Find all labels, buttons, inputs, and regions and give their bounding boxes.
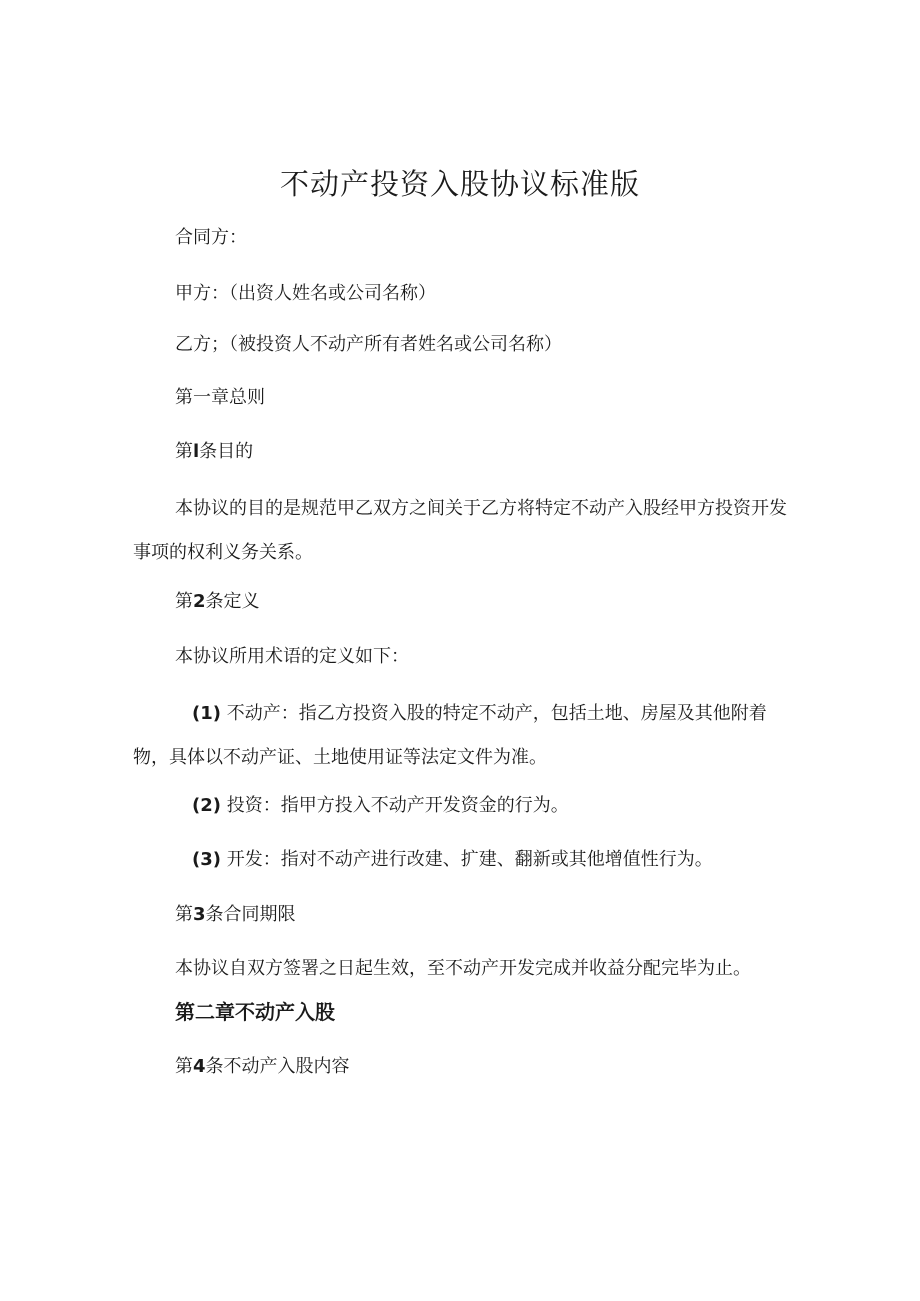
article-4-heading	[175, 1055, 350, 1079]
parties-heading: 合同方：	[175, 227, 247, 248]
article-4-number: 4	[193, 1056, 206, 1077]
party-a-line: 甲方：（出资人姓名或公司名称）	[175, 283, 436, 304]
article-4-title: 条不动产入股内容	[205, 1056, 350, 1077]
article-2-intro: 本协议所用术语的定义如下：	[175, 646, 409, 667]
article-3-prefix: 第	[175, 904, 193, 925]
definition-3	[192, 848, 713, 872]
article-3-number: 3	[193, 904, 206, 925]
definition-1	[133, 692, 789, 780]
article-2-heading	[175, 590, 260, 614]
article-3-text: 本协议自双方签署之日起生效，至不动产开发完成并收益分配完毕为止。	[175, 958, 751, 979]
definition-2	[192, 794, 569, 818]
document-title: 不动产投资入股协议标准版	[279, 167, 640, 201]
definition-3-number: (3)	[192, 849, 221, 870]
definition-1-text: 不动产：指乙方投资入股的特定不动产，包括土地、房屋及其他附着物，具体以不动产证、土地使用证等法定文件为准。	[133, 703, 767, 768]
chapter-1-heading: 第一章总则	[175, 387, 265, 408]
article-1-text: 本协议的目的是规范甲乙双方之间关于乙方将特定不动产入股经甲方投资开发事项的权利义务关系。	[133, 498, 787, 563]
definition-2-text: 投资：指甲方投入不动产开发资金的行为。	[226, 795, 569, 816]
article-2-title: 条定义	[205, 591, 260, 612]
article-1-title: 条目的	[199, 441, 254, 462]
definition-2-number: (2)	[192, 795, 221, 816]
definition-1-number: (1)	[192, 703, 221, 724]
article-3-title: 条合同期限	[205, 904, 296, 925]
chapter-2-heading: 第二章不动产入股	[175, 1000, 335, 1024]
article-1-number: l	[193, 441, 200, 462]
definition-3-text: 开发：指对不动产进行改建、扩建、翻新或其他增值性行为。	[226, 849, 713, 870]
article-1-heading	[175, 440, 253, 464]
party-b-line: 乙方；（被投资人不动产所有者姓名或公司名称）	[175, 334, 562, 355]
article-3-heading	[175, 903, 296, 927]
article-4-prefix: 第	[175, 1056, 193, 1077]
article-1-prefix: 第	[175, 441, 193, 462]
article-2-number: 2	[193, 591, 206, 612]
article-2-prefix: 第	[175, 591, 193, 612]
